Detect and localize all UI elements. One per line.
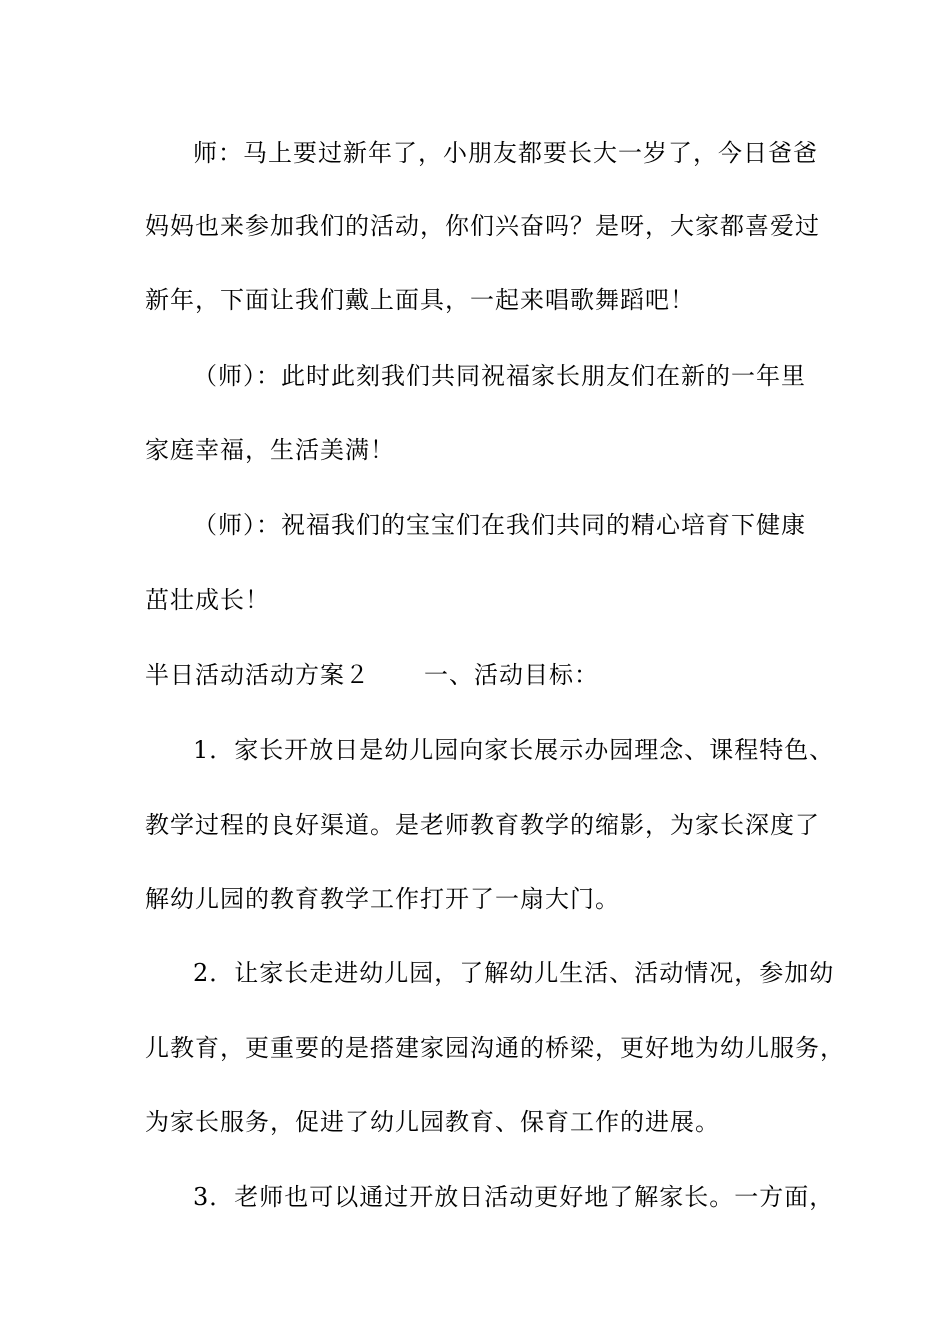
- item-1-line-2: 教学过程的良好渠道。是老师教育教学的缩影，为家长深度了: [145, 811, 820, 839]
- paragraph-1-line-2: 妈妈也来参加我们的活动，你们兴奋吗？是呀，大家都喜爱过: [145, 212, 820, 240]
- section-subtitle: 一、活动目标：: [424, 661, 599, 689]
- section-heading: [0, 660, 950, 690]
- paragraph-1-line-3: 新年，下面让我们戴上面具，一起来唱歌舞蹈吧！: [145, 286, 695, 314]
- item-2-line-1: 2．让家长走进幼儿园，了解幼儿生活、活动情况，参加幼: [193, 959, 835, 987]
- paragraph-1-line-1: 师：马上要过新年了，小朋友都要长大一岁了，今日爸爸: [193, 139, 818, 167]
- item-1-line-3: 解幼儿园的教育教学工作打开了一扇大门。: [145, 885, 620, 913]
- item-2-line-3: 为家长服务，促进了幼儿园教育、保育工作的进展。: [145, 1108, 720, 1136]
- item-1-line-1: 1．家长开放日是幼儿园向家长展示办园理念、课程特色、: [193, 736, 835, 764]
- paragraph-2-line-1: （师）：此时此刻我们共同祝福家长朋友们在新的一年里: [193, 362, 806, 390]
- item-2-line-2: 儿教育，更重要的是搭建家园沟通的桥梁，更好地为幼儿服务，: [145, 1034, 845, 1062]
- item-3-line-1: 3．老师也可以通过开放日活动更好地了解家长。一方面，: [193, 1183, 835, 1211]
- section-title: 半日活动活动方案２: [145, 661, 370, 689]
- paragraph-3-line-2: 茁壮成长！: [145, 586, 270, 614]
- paragraph-3-line-1: （师）：祝福我们的宝宝们在我们共同的精心培育下健康: [193, 511, 806, 539]
- paragraph-2-line-2: 家庭幸福，生活美满！: [145, 436, 395, 464]
